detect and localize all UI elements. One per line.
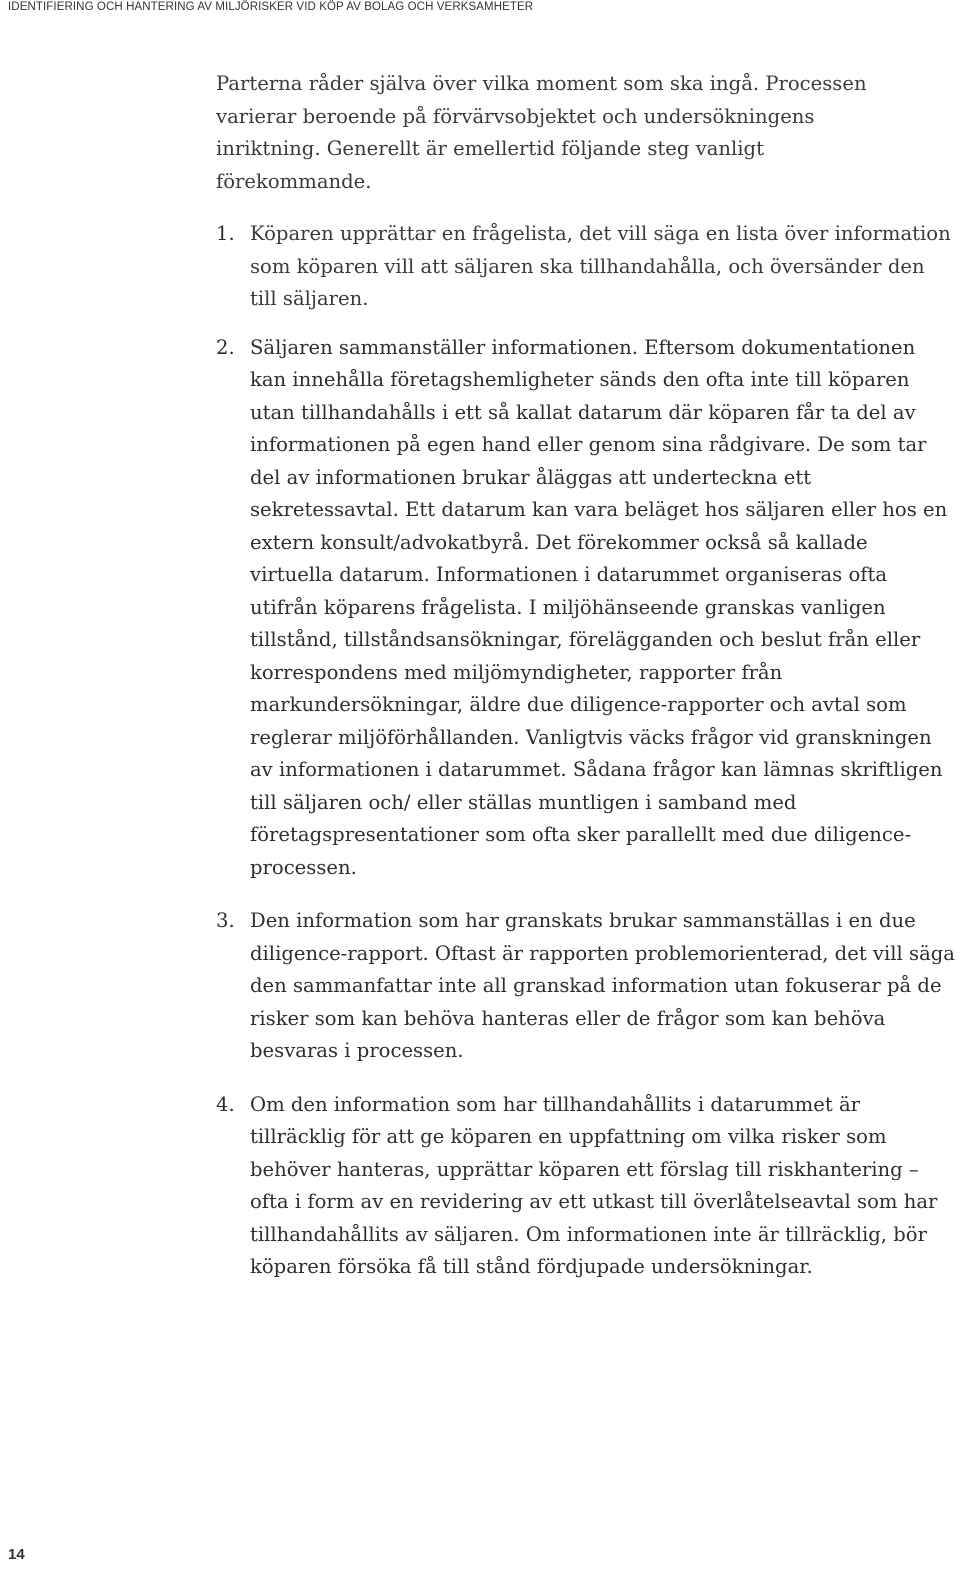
step-number: 4.	[216, 1092, 235, 1116]
intro-paragraph: Parterna råder själva över vilka moment som ska ingå. Processen varierar beroende på förvärvsobjektet och undersökningens inriktning. Generellt är emellertid följande steg vanligt förekommande.	[216, 72, 867, 193]
list-item	[216, 905, 956, 1068]
step-number: 1.	[216, 222, 235, 245]
step-text: Den information som har granskats brukar sammanställas i en due diligence-rapport. Oftast är rapporten problemorienterad, det vill säga den sammanfattar inte all granskad information utan fokuserar på de risker som kan behöva hanteras eller de frågor som kan behöva besvaras i processen.	[250, 909, 955, 1062]
running-header: IDENTIFIERING OCH HANTERING AV MILJÖRISKER VID KÖP AV BOLAG OCH VERKSAMHETER	[8, 1, 534, 13]
page-number: 14	[8, 1546, 25, 1563]
list-item	[216, 332, 956, 885]
list-item	[216, 218, 956, 316]
process-steps-list	[216, 218, 956, 1284]
step-text: Köparen upprättar en frågelista, det vill säga en lista över information som köparen vill att säljaren ska tillhandahålla, och översänder den till säljaren.	[250, 222, 951, 310]
step-text: Säljaren sammanställer informationen. Eftersom dokumentationen kan innehålla företagshemligheter sänds den ofta inte till köparen utan tillhandahålls i ett så kallat datarum där köparen får ta del av informationen på egen hand eller genom sina rådgivare. De som tar del av informationen brukar åläggas att underteckna ett sekretessavtal. Ett datarum kan vara beläget hos säljaren eller hos en extern konsult/advokatbyrå. Det förekommer också så kallade virtuella datarum. Informationen i datarummet organiseras ofta utifrån köparens frågelista. I miljöhänseende granskas vanligen tillstånd, tillståndsansökningar, förelägganden och beslut från eller korrespondens med miljömyndigheter, rapporter från markundersökningar, äldre due diligence-rapporter och avtal som reglerar miljöförhållanden. Vanligtvis väcks frågor vid granskningen av informationen i datarummet. Sådana frågor kan lämnas skriftligen till säljaren och/ eller ställas muntligen i samband med företagspresentationer som ofta sker parallellt med due diligence-processen.	[250, 335, 948, 879]
document-body	[216, 68, 956, 1284]
list-item	[216, 1089, 956, 1284]
step-number: 3.	[216, 909, 235, 932]
step-text: Om den information som har tillhandahållits i datarummet är tillräcklig för att ge köparen en uppfattning om vilka risker som behöver hanteras, upprättar köparen ett förslag till riskhantering – ofta i form av en revidering av ett utkast till överlåtelseavtal som har tillhandahållits av säljaren. Om informationen inte är tillräcklig, bör köparen försöka få till stånd fördjupade undersökningar.	[250, 1092, 938, 1278]
step-number: 2.	[216, 335, 235, 359]
